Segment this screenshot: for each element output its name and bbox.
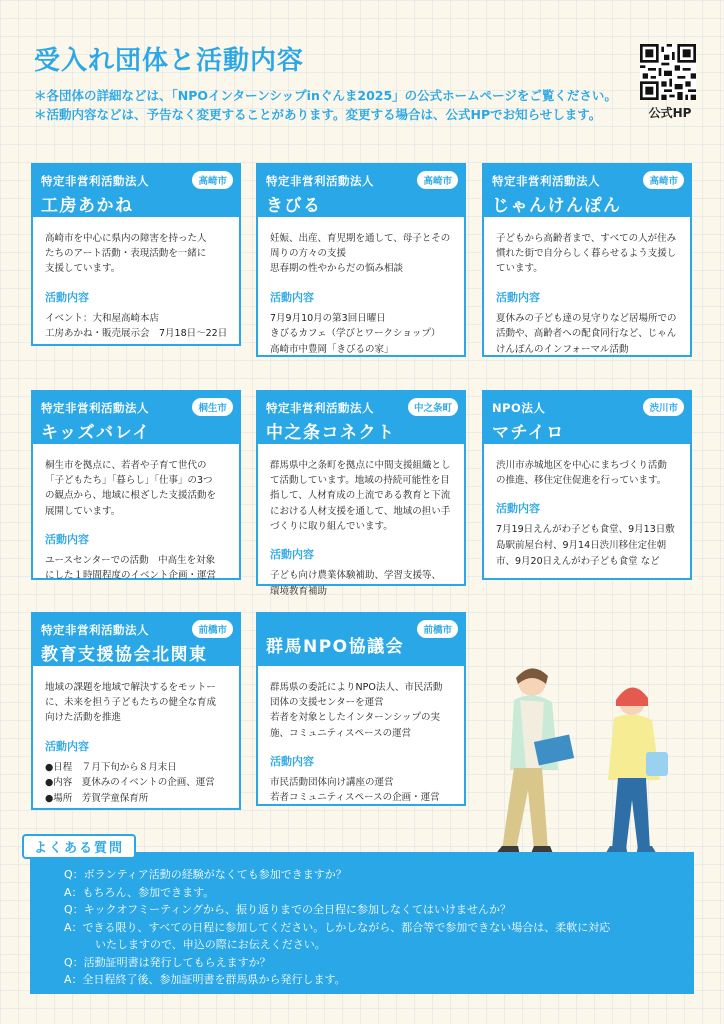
org-name: 工房あかね: [41, 196, 134, 216]
org-name: キッズバレイ: [41, 423, 151, 443]
change-note: ＊活動内容などは、予告なく変更することがあります。変更する場合は、公式HPでお知らせします。: [34, 107, 602, 122]
city-badge: 前橋市: [417, 620, 458, 638]
activity-heading: 活動内容: [45, 290, 89, 304]
org-name: 教育支援協会北関東: [41, 645, 208, 665]
activity-detail: イベント：大和屋高崎本店 工房あかね・販売展示会 7月18日〜22日: [45, 312, 228, 340]
qr-code-icon[interactable]: [640, 44, 696, 100]
org-name: 群馬NPO協議会: [266, 637, 405, 657]
card-header: [484, 392, 690, 444]
activity-heading: 活動内容: [270, 290, 314, 304]
org-card: [256, 390, 466, 597]
org-name: マチイロ: [492, 423, 565, 443]
activity-detail: 市民活動団体向け講座の運営 若者コミュニティスペースの企画・運営: [270, 776, 440, 804]
activity-heading: 活動内容: [496, 502, 540, 516]
org-type: 特定非営利活動法人: [41, 401, 149, 415]
activity-heading: 活動内容: [45, 739, 89, 753]
org-card: [256, 612, 466, 806]
org-description: 高崎市を中心に県内の障害を持った人 たちのアート活動・表現活動を一緒に 支援しています。: [45, 233, 207, 275]
card-header: [258, 614, 464, 666]
card-header: [484, 165, 690, 217]
card-header: [33, 614, 239, 666]
page-title: 受入れ団体と活動内容: [34, 46, 305, 76]
city-badge: 中之条町: [408, 398, 458, 416]
detail-note: ＊各団体の詳細などは、「NPOインターンシップinぐんま2025」の公式ホームページをご覧ください。: [34, 88, 617, 103]
org-type: 特定非営利活動法人: [492, 174, 600, 188]
org-description: 地域の課題を地域で解決するをモットー に、未来を担う子どもたちの健全な育成 向けた活動を推進: [45, 682, 217, 724]
org-type: NPO法人: [492, 401, 546, 415]
faq-box: [30, 852, 694, 994]
city-badge: 高崎市: [192, 171, 233, 189]
faq-answer: A：できる限り、すべての日程に参加してください。しかしながら、都合等で参加できない場合は、柔軟に対応: [64, 920, 611, 934]
qr-label: 公式HP: [648, 106, 692, 120]
city-badge: 前橋市: [192, 620, 233, 638]
card-header: [258, 392, 464, 444]
faq-answer: A：もちろん、参加できます。: [64, 885, 215, 899]
city-badge: 高崎市: [417, 171, 458, 189]
faq-title: よくある質問: [22, 834, 136, 859]
activity-heading: 活動内容: [496, 290, 540, 304]
org-description: 群馬県の委託によりNPO法人、市民活動 団体の支援センターを運営 若者を対象としたインターンシップの実 施、コミュニティスペースの運営: [270, 682, 443, 739]
org-description: 桐生市を拠点に、若者や子育て世代の 「子どもたち」「暮らし」「仕事」の3つ の観点から、地域に根ざした支援活動を 展開しています。: [45, 460, 217, 517]
org-card: [482, 163, 692, 357]
activity-heading: 活動内容: [45, 532, 89, 546]
activity-detail: 子ども向け農業体験補助、学習支援等、 環境教育補助: [270, 569, 442, 597]
org-type: 特定非営利活動法人: [266, 174, 374, 188]
org-type: 特定非営利活動法人: [41, 174, 149, 188]
faq-question: Q：活動証明書は発行してもらえますか？: [64, 955, 271, 969]
org-name: きびる: [266, 196, 322, 216]
org-name: じゃんけんぽん: [492, 196, 622, 216]
faq-question: Q：ボランティア活動の経験がなくても参加できますか？: [64, 868, 347, 881]
org-description: 群馬県中之条町を拠点に中間支援組織とし て活動しています。地域の持続可能性を目 指して、人材育成の上流である教育と下流 における人材支援を通して、地域の担い手 づくりに取り組んでいます。: [270, 460, 451, 532]
org-description: 子どもから高齢者まで、すべての人が住み 慣れた街で自分らしく暮らせるよう支援し ています。: [496, 233, 677, 275]
org-card: [482, 390, 692, 580]
faq-answer-continued: いたしますので、申込の際にお伝えください。: [95, 938, 326, 951]
activity-detail: 7月9月10月の第3回日曜日 きびるカフェ（学びとワークショップ） 高崎市中豊岡「きびるの家」: [270, 312, 441, 355]
org-description: 妊娠、出産、育児期を通して、母子とその 周りの方々の支援 思春期の性やからだの悩み相談: [270, 233, 451, 275]
org-type: 特定非営利活動法人: [266, 401, 374, 415]
card-header: [258, 165, 464, 217]
activity-detail: ●日程 ７月下旬から８月末日 ●内容 夏休みのイベントの企画、運営 ●場所 芳賀学童保育所: [45, 761, 215, 804]
activity-heading: 活動内容: [270, 547, 314, 561]
org-card: [31, 163, 241, 346]
org-card: [31, 390, 241, 580]
faq-answer: A：全日程終了後、参加証明書を群馬県から発行します。: [64, 973, 346, 986]
card-header: [33, 392, 239, 444]
org-description: 渋川市赤城地区を中心にまちづくり活動 の推進、移住定住促進を行っています。: [496, 460, 667, 487]
org-card: [31, 612, 241, 810]
card-header: [33, 165, 239, 217]
walking-students-illustration: [480, 660, 690, 860]
city-badge: 桐生市: [192, 398, 233, 416]
org-card: [256, 163, 466, 357]
city-badge: 高崎市: [643, 171, 684, 189]
activity-detail: 夏休みの子ども達の見守りなど居場所での 活動や、高齢者への配食同行など、じゃん けんぽんのインフォーマル活動: [496, 312, 677, 355]
org-type: 特定非営利活動法人: [41, 623, 149, 637]
activity-detail: ユースセンターでの活動 中高生を対象 にした１時間程度のイベント企画・運営: [45, 554, 217, 582]
activity-heading: 活動内容: [270, 754, 314, 768]
city-badge: 渋川市: [643, 398, 684, 416]
activity-detail: 7月19日えんがわ子ども食堂、9月13日敷 島駅前屋台村、9月14日渋川移住定住朝 市、9月20日えんがわ子ども食堂 など: [496, 524, 675, 567]
org-name: 中之条コネクト: [266, 423, 396, 443]
faq-question: Q：キックオフミーティングから、振り返りまでの全日程に参加しなくてはいけませんか？: [64, 903, 512, 916]
